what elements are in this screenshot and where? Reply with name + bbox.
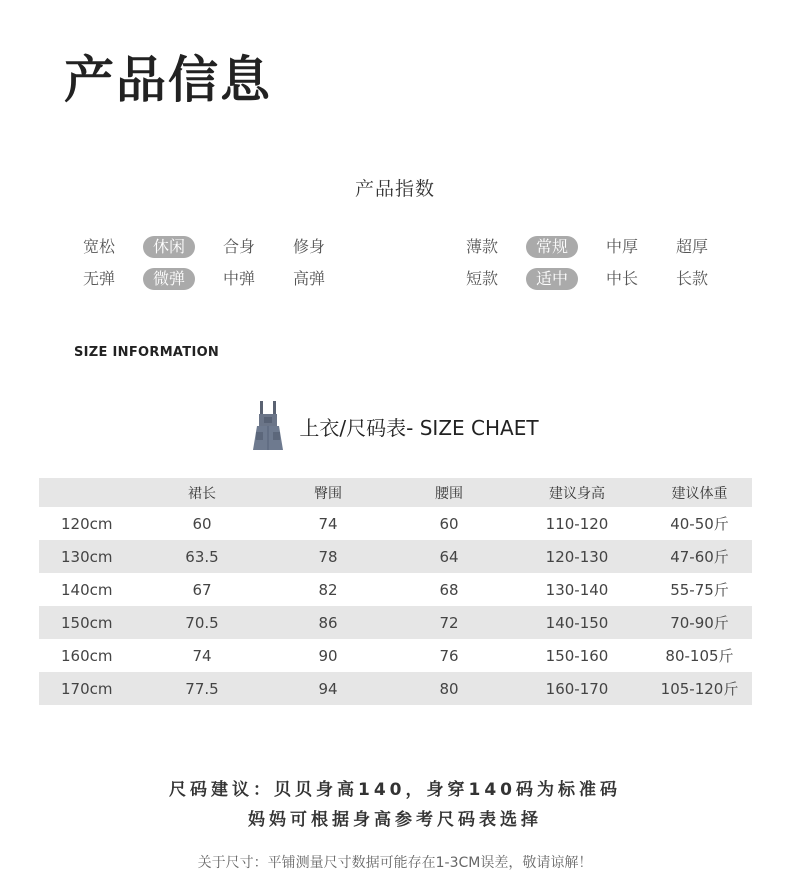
table-cell: 140-150 [545, 613, 609, 632]
size-advice-line-2: 妈妈可根据身高参考尺码表选择 [248, 810, 542, 830]
index-option: 超厚 [675, 237, 708, 256]
table-cell: 74 [192, 646, 212, 665]
index-option: 中厚 [605, 237, 638, 256]
table-cell: 70.5 [185, 613, 219, 632]
length-index-row [447, 267, 727, 291]
table-cell: 82 [318, 580, 338, 599]
table-cell: 160-170 [545, 679, 609, 698]
table-header: 腰围 [435, 485, 463, 502]
table-header: 建议身高 [549, 485, 605, 502]
table-row [39, 639, 752, 672]
table-cell: 60 [192, 514, 212, 533]
size-information-label: SIZE INFORMATION [74, 345, 220, 360]
table-header: 建议体重 [671, 485, 728, 502]
table-cell: 72 [439, 613, 459, 632]
page-title: 产品信息 [64, 51, 272, 109]
product-index-title: 产品指数 [354, 178, 435, 200]
table-cell: 130-140 [545, 580, 609, 599]
size-chart-title: 上衣/尺码表- SIZE CHAET [299, 415, 539, 440]
stretch-index-row [64, 267, 344, 291]
table-header-row [39, 478, 752, 507]
table-header: 臀围 [314, 485, 342, 502]
table-cell: 63.5 [185, 547, 219, 566]
index-option: 薄款 [465, 237, 498, 256]
table-cell: 47-60斤 [670, 548, 729, 566]
index-option: 中长 [605, 269, 638, 288]
table-cell: 120-130 [545, 547, 609, 566]
index-option: 无弹 [82, 269, 115, 288]
table-cell: 60 [439, 514, 459, 533]
index-option-selected: 常规 [517, 236, 587, 258]
table-header: 裙长 [188, 485, 216, 502]
table-cell: 80 [439, 679, 459, 698]
size-table [39, 478, 752, 705]
table-cell: 76 [439, 646, 459, 665]
index-option: 合身 [222, 237, 255, 256]
table-row [39, 540, 752, 573]
table-cell: 77.5 [185, 679, 219, 698]
table-cell: 105-120斤 [660, 680, 739, 698]
table-cell: 70-90斤 [670, 614, 729, 632]
table-cell: 94 [318, 679, 338, 698]
table-cell: 67 [192, 580, 212, 599]
table-cell: 120cm [61, 514, 113, 533]
index-option-selected: 微弹 [134, 268, 204, 290]
table-row [39, 573, 752, 606]
table-cell: 64 [439, 547, 459, 566]
table-row [39, 672, 752, 705]
table-header [39, 478, 139, 507]
table-cell: 40-50斤 [670, 515, 729, 533]
table-cell: 90 [318, 646, 338, 665]
overalls-dress-icon [251, 400, 285, 452]
table-cell: 150-160 [545, 646, 609, 665]
index-option: 短款 [465, 269, 498, 288]
table-cell: 86 [318, 613, 338, 632]
table-cell: 80-105斤 [665, 647, 734, 665]
index-option: 长款 [675, 269, 708, 288]
index-option: 中弹 [222, 269, 255, 288]
size-chart-heading [0, 400, 790, 452]
table-cell: 160cm [61, 646, 113, 665]
table-row [39, 507, 752, 540]
table-cell: 170cm [61, 679, 113, 698]
table-cell: 150cm [61, 613, 113, 632]
index-option: 宽松 [82, 237, 115, 256]
index-option: 修身 [292, 237, 325, 256]
measurement-note: 关于尺寸：平铺测量尺寸数据可能存在1-3CM误差，敬请谅解！ [197, 855, 593, 871]
table-cell: 74 [318, 514, 338, 533]
table-cell: 140cm [61, 580, 113, 599]
table-row [39, 606, 752, 639]
index-option-selected: 适中 [517, 268, 587, 290]
size-advice-line-1: 尺码建议：贝贝身高140，身穿140码为标准码 [169, 780, 621, 800]
index-option: 高弹 [292, 269, 325, 288]
table-cell: 68 [439, 580, 459, 599]
table-cell: 130cm [61, 547, 113, 566]
table-cell: 55-75斤 [670, 581, 729, 599]
fit-index-row [64, 235, 344, 259]
table-cell: 110-120 [545, 514, 609, 533]
index-option-selected: 休闲 [134, 236, 204, 258]
thickness-index-row [447, 235, 727, 259]
table-cell: 78 [318, 547, 338, 566]
